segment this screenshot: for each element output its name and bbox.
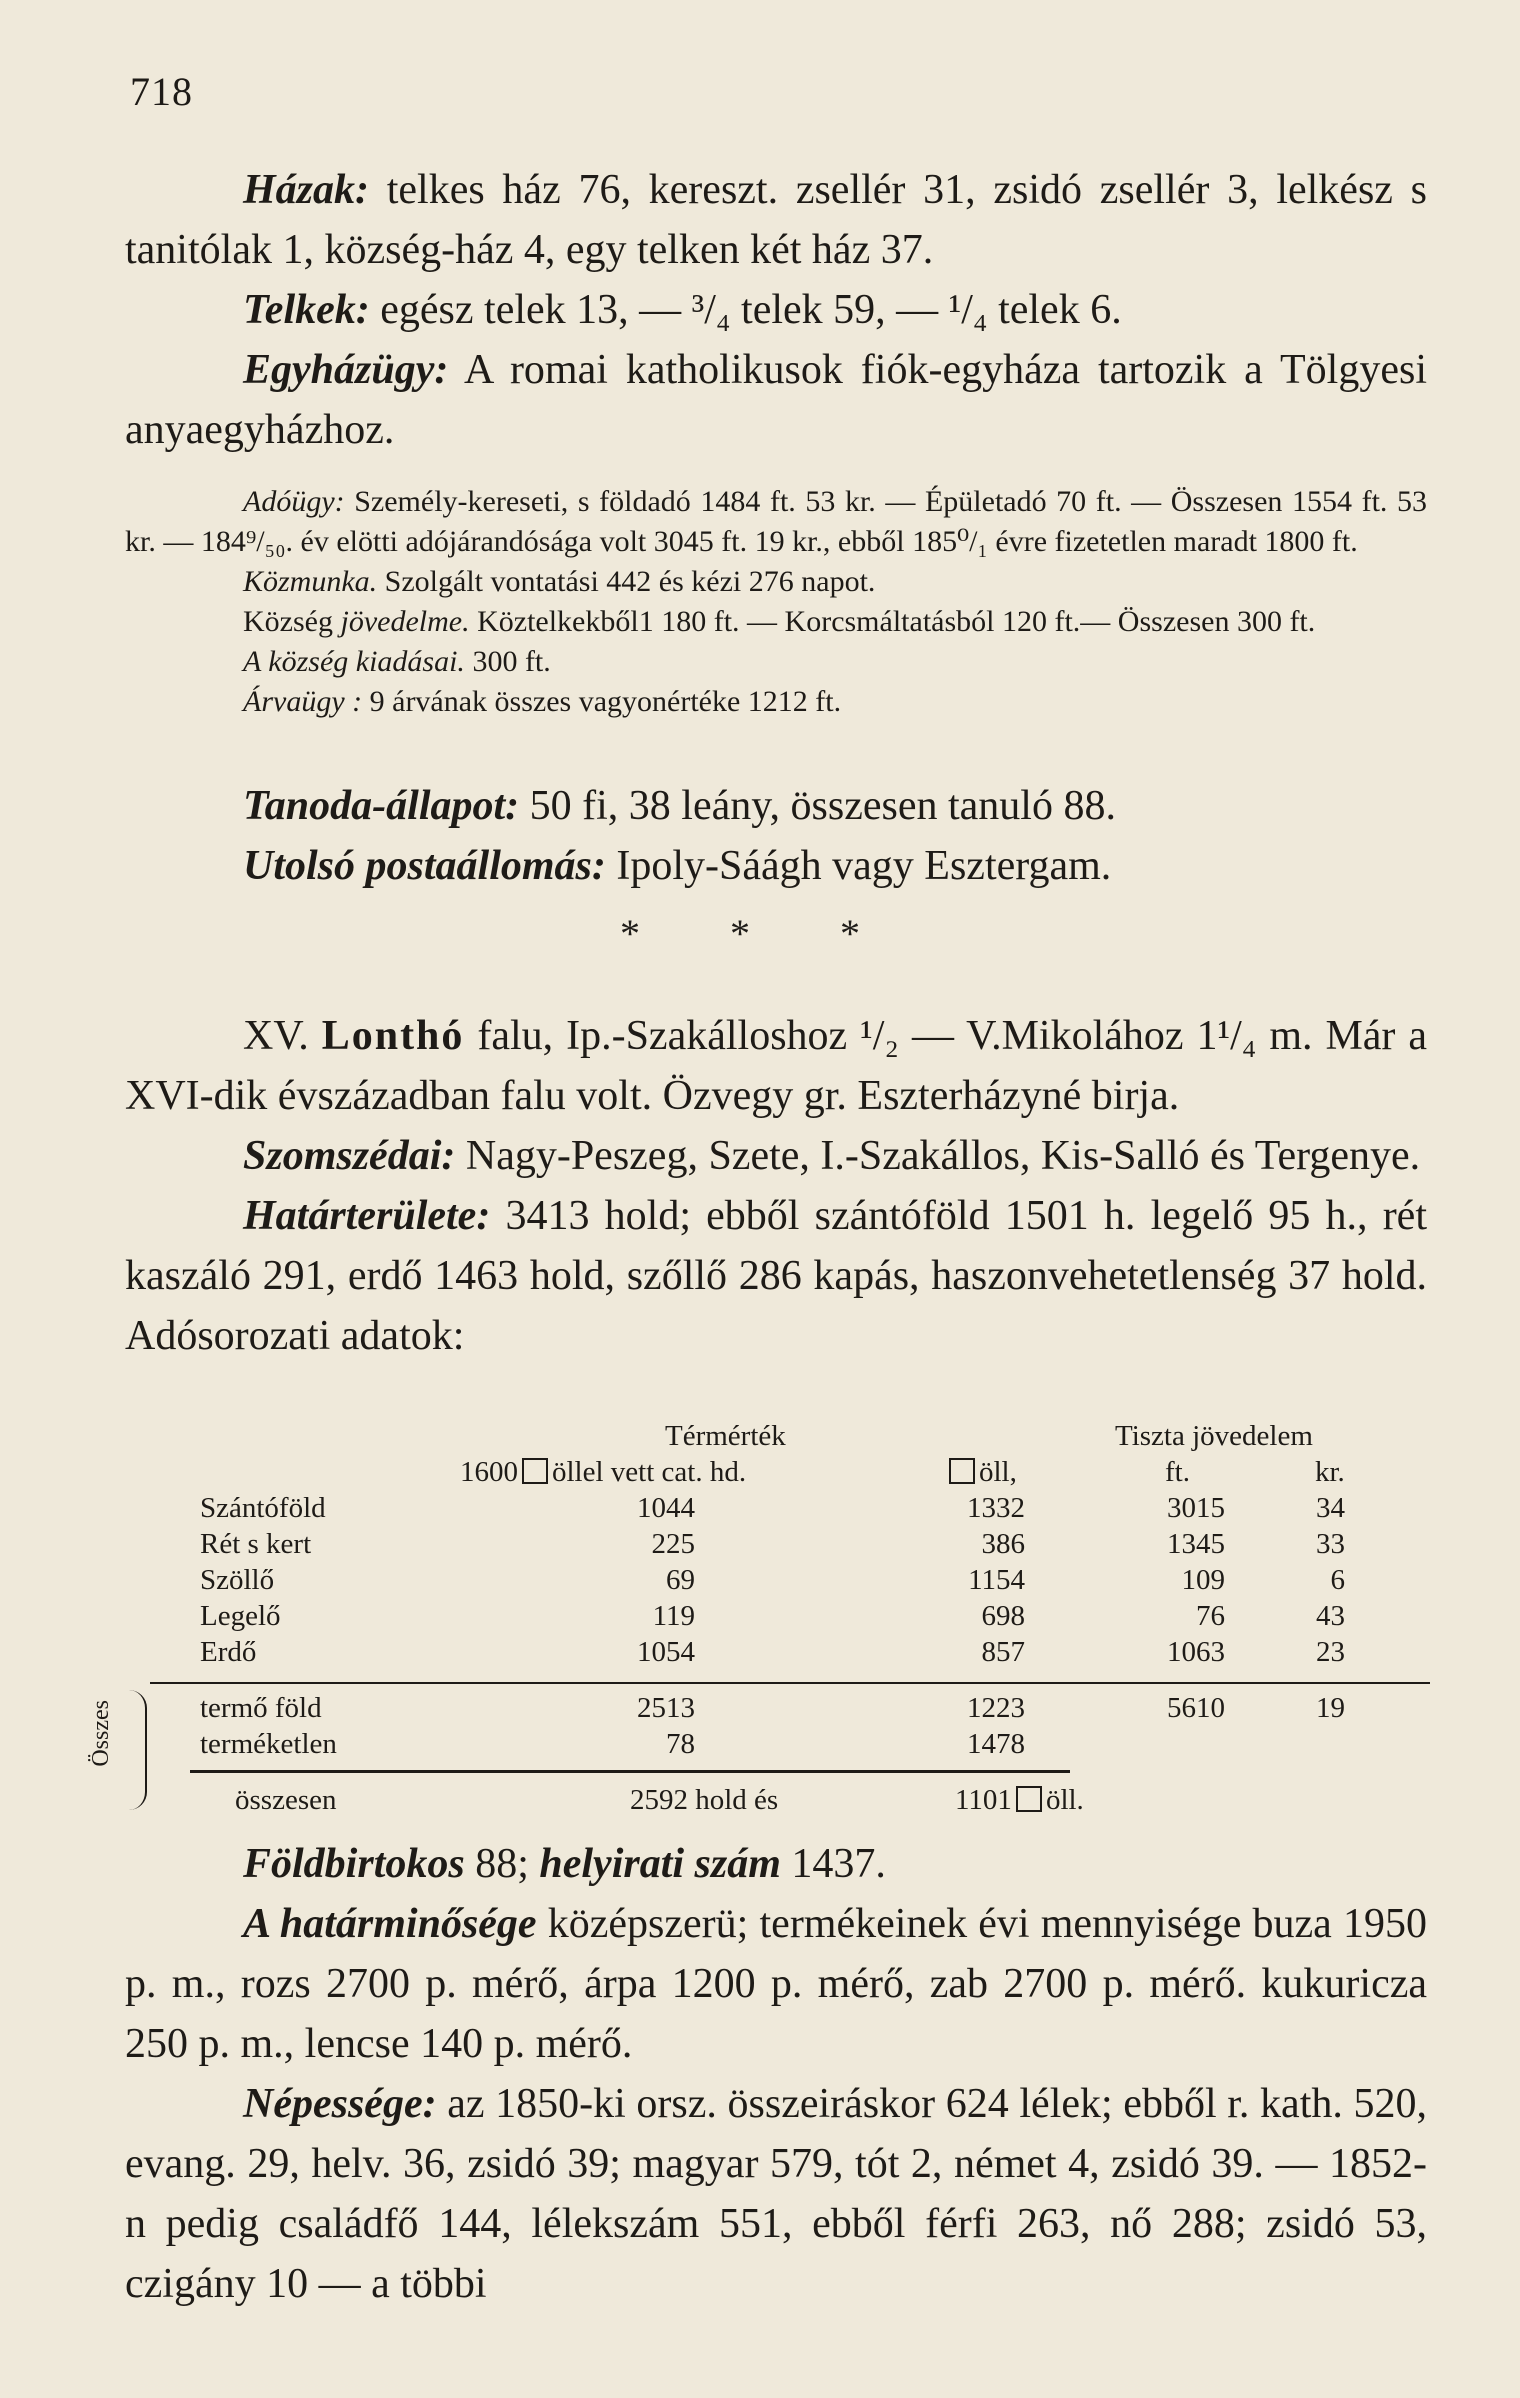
cell-kr: 34	[1316, 1492, 1345, 1524]
area-paragraph	[125, 1186, 1427, 1366]
square-symbol	[522, 1458, 548, 1484]
quality-paragraph	[125, 1894, 1427, 2074]
text-registry: 1437.	[780, 1841, 886, 1887]
label-plots: Telkek:	[243, 287, 370, 333]
table-row	[125, 1692, 1427, 1728]
text-plots: egész telek 13, — ³/₄ telek 59, — ¹/₄ telek 6.	[369, 287, 1122, 333]
text-church: A romai katholikusok fiók-egyháza tartozik a Tölgyesi anyaegyházhoz.	[125, 347, 1427, 453]
section-lontho	[125, 1006, 1427, 1366]
table-row	[125, 1564, 1427, 1600]
text-post: Ipoly-Sáágh vagy Esztergam.	[605, 843, 1112, 889]
label-income-b: jövedelme.	[340, 605, 470, 638]
total-productive-oll: 1223	[967, 1692, 1025, 1724]
cell-oll: 386	[981, 1528, 1025, 1560]
cell-name: Rét s kert	[200, 1528, 312, 1560]
header-termertek: Térmérték	[665, 1420, 786, 1452]
label-orphans: Árvaügy :	[243, 685, 363, 718]
cell-ft: 109	[1181, 1564, 1225, 1596]
side-label: Összes	[88, 1700, 114, 1767]
lontho-intro	[125, 1006, 1427, 1126]
text-public-work: Szolgált vontatási 442 és kézi 276 napot.	[377, 565, 876, 598]
label-quality: A határminősége	[243, 1901, 537, 1947]
grand-total	[125, 1784, 1427, 1820]
square-symbol	[1016, 1786, 1042, 1812]
neighbours-paragraph	[125, 1126, 1427, 1186]
label-expenses: A község kiadásai.	[243, 645, 465, 678]
section-houses	[125, 160, 1427, 460]
cell-oll: 857	[981, 1636, 1025, 1668]
tax-paragraph	[125, 482, 1427, 562]
cell-oll: 1154	[968, 1564, 1025, 1596]
entry-number: XV.	[243, 1013, 322, 1059]
village-name: Lonthó	[321, 1013, 465, 1059]
text-landowners: 88;	[464, 1841, 540, 1887]
table-row	[125, 1600, 1427, 1636]
label-landowners: Földbirtokos	[243, 1841, 465, 1887]
cell-hd: 1044	[637, 1492, 695, 1524]
section-separator: * * *	[620, 911, 900, 956]
page-number: 718	[130, 69, 193, 114]
header-ft: ft.	[1165, 1456, 1190, 1488]
label-income-a: Község	[243, 605, 341, 638]
header-1600-text: 1600	[460, 1456, 518, 1488]
label-post: Utolsó postaállomás:	[243, 843, 606, 889]
cell-ft: 76	[1196, 1600, 1225, 1632]
label-tax: Adóügy:	[243, 485, 345, 518]
cell-oll: 1332	[967, 1492, 1025, 1524]
cell-name: Szöllő	[200, 1564, 275, 1596]
label-church: Egyházügy:	[243, 347, 449, 393]
table-rule	[150, 1682, 1430, 1684]
table-row	[125, 1528, 1427, 1564]
label-public-work: Közmunka.	[243, 565, 378, 598]
plots-paragraph	[125, 280, 1427, 340]
text-neighbours: Nagy-Peszeg, Szete, I.-Szakállos, Kis-Salló és Tergenye.	[455, 1133, 1421, 1179]
total-unproductive-name: terméketlen	[200, 1728, 337, 1760]
school-paragraph	[125, 776, 1427, 836]
label-houses: Házak:	[243, 167, 369, 213]
text-school: 50 fi, 38 leány, összesen tanuló 88.	[519, 783, 1116, 829]
cell-name: Szántóföld	[200, 1492, 326, 1524]
header-tiszta: Tiszta jövedelem	[1115, 1420, 1313, 1452]
total-productive-hd: 2513	[637, 1692, 695, 1724]
cell-kr: 33	[1316, 1528, 1345, 1560]
total-productive-name: termő föld	[200, 1692, 322, 1724]
grand-total-hd: 2592 hold és	[630, 1784, 779, 1816]
label-neighbours: Szomszédai:	[243, 1133, 456, 1179]
cell-kr: 43	[1316, 1600, 1345, 1632]
label-school: Tanoda-állapot:	[243, 783, 520, 829]
section-school	[125, 776, 1427, 896]
totals-table	[125, 1692, 1427, 1764]
label-area: Határterülete:	[243, 1193, 491, 1239]
table-rows	[125, 1492, 1427, 1672]
table-header-2	[125, 1456, 1427, 1492]
section-taxes	[125, 482, 1427, 722]
cell-hd: 69	[666, 1564, 695, 1596]
income-paragraph	[125, 602, 1427, 642]
text-tax: Személy-kereseti, s földadó 1484 ft. 53 kr. — Épületadó 70 ft. — Összesen 1554 ft. 53 kr. — 184⁹/₅₀. év elötti adójárandósága volt 3045 ft. 19 kr., ebből 185⁰/₁ évre fizetetlen maradt 1800 ft.	[125, 485, 1427, 558]
text-intro: falu, Ip.-Szakálloshoz ¹/₂ — V.Mikolához 1¹/₄ m. Már a XVI-dik évszázadban falu volt. Özvegy gr. Eszterházyné birja.	[125, 1013, 1428, 1119]
total-unproductive-hd: 78	[666, 1728, 695, 1760]
header-oll-wrap	[945, 1456, 1017, 1489]
population-paragraph	[125, 2074, 1427, 2314]
cell-kr: 23	[1316, 1636, 1345, 1668]
cell-kr: 6	[1330, 1564, 1345, 1596]
table-row	[125, 1636, 1427, 1672]
square-symbol	[949, 1458, 975, 1484]
total-productive-kr: 19	[1316, 1692, 1345, 1724]
public-work-paragraph	[125, 562, 1427, 602]
section-landowners	[125, 1834, 1427, 2314]
cell-name: Erdő	[200, 1636, 257, 1668]
cell-ft: 1063	[1167, 1636, 1225, 1668]
cell-ft: 3015	[1167, 1492, 1225, 1524]
cell-hd: 1054	[637, 1636, 695, 1668]
text-expenses: 300 ft.	[464, 645, 551, 678]
grand-total-unit: öll.	[1045, 1784, 1084, 1816]
text-orphans: 9 árvának összes vagyonértéke 1212 ft.	[362, 685, 842, 718]
orphans-paragraph	[125, 682, 1427, 722]
header-1600	[460, 1456, 746, 1489]
cell-hd: 119	[652, 1600, 695, 1632]
header-oll: öll,	[979, 1456, 1017, 1488]
expenses-paragraph	[125, 642, 1427, 682]
houses-paragraph	[125, 160, 1427, 280]
landowners-paragraph	[125, 1834, 1427, 1894]
grand-total-oll-wrap	[955, 1784, 1084, 1817]
grand-total-name: összesen	[235, 1784, 337, 1816]
label-population: Népessége:	[243, 2081, 437, 2127]
grand-total-oll: 1101	[955, 1784, 1012, 1816]
cell-hd: 225	[651, 1528, 695, 1560]
text-income: Köztelkekből1 180 ft. — Korcsmáltatásból 120 ft.— Összesen 300 ft.	[469, 605, 1316, 638]
header-kr: kr.	[1315, 1456, 1345, 1488]
table-header-1	[125, 1420, 1427, 1456]
total-unproductive-oll: 1478	[967, 1728, 1025, 1760]
church-paragraph	[125, 340, 1427, 460]
table-row	[125, 1728, 1427, 1764]
post-paragraph	[125, 836, 1427, 896]
cell-ft: 1345	[1167, 1528, 1225, 1560]
text-population: az 1850-ki orsz. összeiráskor 624 lélek; ebből r. kath. 520, evang. 29, helv. 36, zsidó 39; magyar 579, tót 2, német 4, zsidó 39. — 1852-n pedig családfő 144, lélekszám 551, ebből férfi 263, nő 288; zsidó 53, czigány 10 — a többi	[125, 2081, 1427, 2307]
total-rule	[190, 1770, 1070, 1773]
cell-oll: 698	[981, 1600, 1025, 1632]
header-ollel: öllel vett cat. hd.	[552, 1456, 747, 1488]
text-houses: telkes ház 76, kereszt. zsellér 31, zsidó zsellér 3, lelkész s tanitólak 1, község-ház 4, egy telken két ház 37.	[125, 167, 1427, 273]
label-registry: helyirati szám	[539, 1841, 781, 1887]
text-area: 3413 hold; ebből szántóföld 1501 h. legelő 95 h., rét kaszáló 291, erdő 1463 hold, szőllő 286 kapás, haszonvehetetlenség 37 hold. Adósorozati adatok:	[125, 1193, 1427, 1359]
land-table	[125, 1420, 1427, 1672]
cell-name: Legelő	[200, 1600, 281, 1632]
table-row	[125, 1784, 1427, 1820]
table-row	[125, 1492, 1427, 1528]
total-productive-ft: 5610	[1167, 1692, 1225, 1724]
text-quality: középszerü; termékeinek évi mennyisége buza 1950 p. m., rozs 2700 p. mérő, árpa 1200 p. mérő, zab 2700 p. mérő. kukuricza 250 p. m., lencse 140 p. mérő.	[125, 1901, 1427, 2067]
